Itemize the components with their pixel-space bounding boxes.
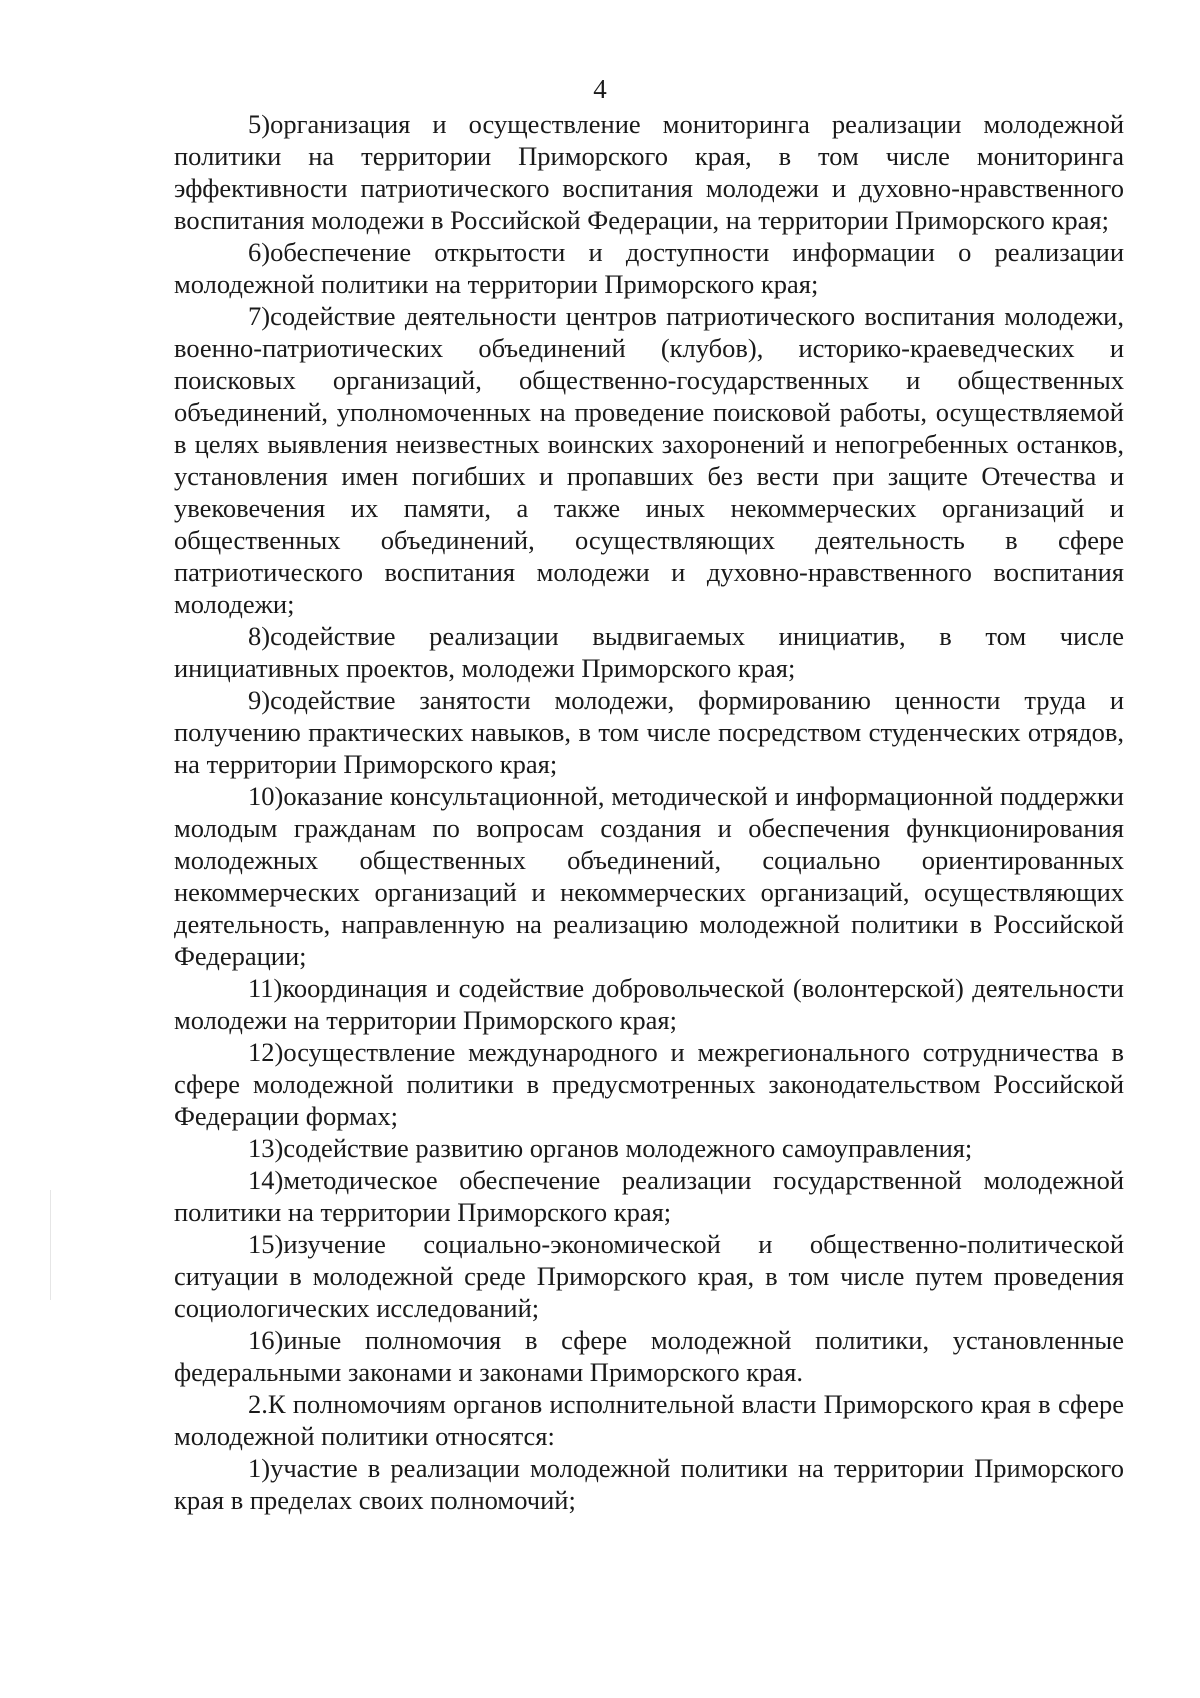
page-number: 4	[593, 74, 607, 104]
paragraph-item-11: 11)координация и содействие добровольческой (волонтерской) деятельности молодежи на территории Приморского края;	[174, 973, 1124, 1035]
paragraph-item-5: 5)организация и осуществление мониторинга реализации молодежной политики на территории Приморского края, в том числе мониторинга эффективности патриотического воспитания молодежи и духовно-нравственного воспитания молодежи в Российской Федерации, на территории Приморского края;	[174, 109, 1124, 235]
paragraph-item-14: 14)методическое обеспечение реализации государственной молодежной политики на территории Приморского края;	[174, 1165, 1124, 1227]
scan-artifact-line	[50, 1190, 51, 1300]
section-2-intro: 2.К полномочиям органов исполнительной власти Приморского края в сфере молодежной политики относятся:	[174, 1389, 1124, 1451]
paragraph-item-15: 15)изучение социально-экономической и общественно-политической ситуации в молодежной среде Приморского края, в том числе путем проведения социологических исследований;	[174, 1229, 1124, 1323]
paragraph-item-9: 9)содействие занятости молодежи, формированию ценности труда и получению практических навыков, в том числе посредством студенческих отрядов, на территории Приморского края;	[174, 685, 1124, 779]
paragraph-item-8: 8)содействие реализации выдвигаемых инициатив, в том числе инициативных проектов, молодежи Приморского края;	[174, 621, 1124, 683]
document-body	[174, 108, 1124, 1516]
paragraph-item-12: 12)осуществление международного и межрегионального сотрудничества в сфере молодежной политики в предусмотренных законодательством Российской Федерации формах;	[174, 1037, 1124, 1131]
paragraph-item-16: 16)иные полномочия в сфере молодежной политики, установленные федеральными законами и законами Приморского края.	[174, 1325, 1124, 1387]
paragraph-item-7: 7)содействие деятельности центров патриотического воспитания молодежи, военно-патриотических объединений (клубов), историко-краеведческих и поисковых организаций, общественно-государственных и общественных объединений, уполномоченных на проведение поисковой работы, осуществляемой в целях выявления неизвестных воинских захоронений и непогребенных останков, установления имен погибших и пропавших без вести при защите Отечества и увековечения их памяти, а также иных некоммерческих организаций и общественных объединений, осуществляющих деятельность в сфере патриотического воспитания молодежи и духовно-нравственного воспитания молодежи;	[174, 301, 1124, 619]
paragraph-item-6: 6)обеспечение открытости и доступности информации о реализации молодежной политики на территории Приморского края;	[174, 237, 1124, 299]
paragraph-item-13: 13)содействие развитию органов молодежного самоуправления;	[248, 1133, 973, 1163]
section-2-item-1: 1)участие в реализации молодежной политики на территории Приморского края в пределах своих полномочий;	[174, 1453, 1124, 1515]
paragraph-item-10: 10)оказание консультационной, методической и информационной поддержки молодым гражданам по вопросам создания и обеспечения функционирования молодежных общественных объединений, социально ориентированных некоммерческих организаций и некоммерческих организаций, осуществляющих деятельность, направленную на реализацию молодежной политики в Российской Федерации;	[174, 781, 1124, 971]
